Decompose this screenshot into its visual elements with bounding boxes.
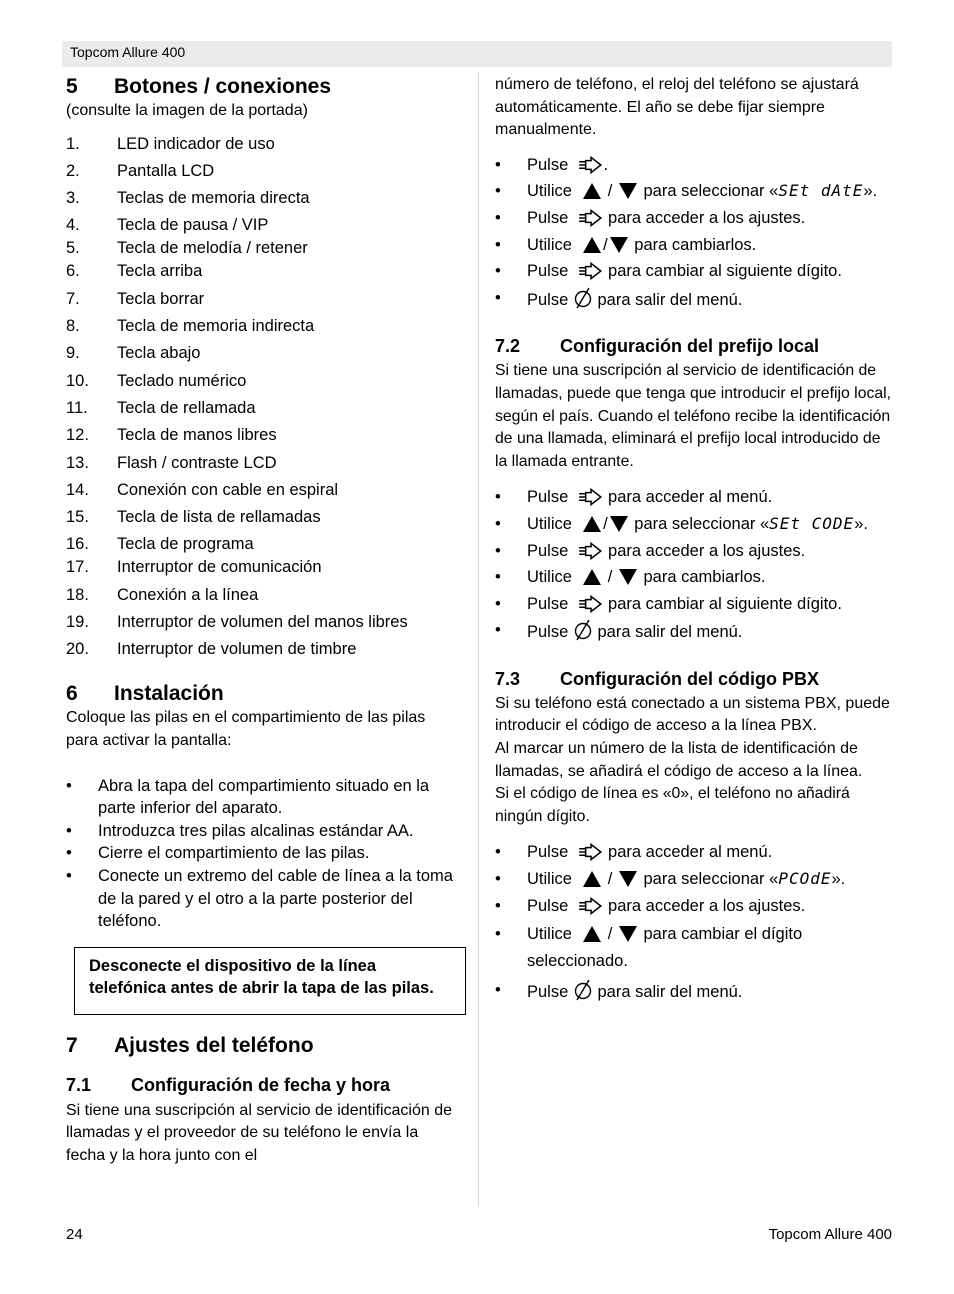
list-item: • Abra la tapa del compartimiento situado en la parte inferior del aparato. [66, 776, 430, 818]
section-7-2-text: Si tiene una suscripción al servicio de identificación de llamadas, puede que tenga que introducir el prefijo local, según el país. Cuando el teléfono recibe la identificación de una llamada, eliminará el prefijo local introducido de la llamada entrante. [495, 362, 892, 470]
list-item: • Utilice / para cambiar el dígito seleccionado. [495, 925, 803, 971]
list-item: 4. Tecla de pausa / VIP [66, 216, 269, 235]
section-6-intro: Coloque las pilas en el compartimiento de las pilas para activar la pantalla: [66, 709, 426, 749]
section-6-heading: 6 Instalación [66, 682, 224, 706]
enter-key-icon [577, 262, 603, 280]
off-key-icon [573, 619, 593, 641]
section-5-heading [66, 74, 461, 100]
enter-key-icon [577, 542, 603, 560]
list-item: 10. Teclado numérico [66, 371, 247, 390]
prefix-steps [495, 486, 895, 644]
down-arrow-icon [617, 870, 639, 888]
list-item: 17. Interruptor de comunicación [66, 558, 322, 577]
down-arrow-icon [608, 515, 630, 533]
pbx-steps [495, 841, 895, 1003]
list-item: 12. Tecla de manos libres [66, 426, 277, 445]
list-item: • Pulse para cambiar al siguiente dígito. [495, 594, 842, 613]
date-steps [495, 154, 895, 312]
column-divider [478, 72, 479, 1207]
button-list [66, 133, 461, 661]
down-arrow-icon [617, 182, 639, 200]
list-item: 13. Flash / contraste LCD [66, 453, 277, 472]
list-item: • Pulse para cambiar al siguiente dígito. [495, 262, 842, 281]
enter-key-icon [577, 488, 603, 506]
enter-key-icon [577, 595, 603, 613]
page-number: 24 [66, 1226, 83, 1243]
list-item: 9. Tecla abajo [66, 344, 201, 363]
down-arrow-icon [608, 236, 630, 254]
section-title: Botones / conexiones [114, 75, 332, 98]
list-item: • Conecte un extremo del cable de línea a la toma de la pared y el otro a la parte posterior del teléfono. [66, 866, 453, 931]
left-column [66, 74, 461, 1168]
list-item: • Pulse para acceder al menú. [495, 843, 773, 862]
section-7-2-heading: 7.2 Configuración del prefijo local [495, 336, 820, 357]
section-7-3-text-3: Si el código de línea es «0», el teléfono no añadirá ningún dígito. [495, 785, 850, 825]
list-item: • Pulse para acceder a los ajustes. [495, 896, 806, 915]
warning-note: Desconecte el dispositivo de la línea telefónica antes de abrir la tapa de las pilas. [74, 947, 466, 1015]
list-item: 2. Pantalla LCD [66, 161, 215, 180]
up-arrow-icon [581, 568, 603, 586]
list-item: • Introduzca tres pilas alcalinas estándar AA. [66, 821, 414, 840]
list-item: • Cierre el compartimiento de las pilas. [66, 844, 370, 863]
list-item: 7. Tecla borrar [66, 289, 205, 308]
list-item: • Pulse para acceder al menú. [495, 488, 773, 507]
off-key-icon [573, 287, 593, 309]
list-item: 20. Interruptor de volumen de timbre [66, 640, 357, 659]
enter-key-icon [577, 843, 603, 861]
header-title: Topcom Allure 400 [70, 44, 186, 60]
section-5-subtitle: (consulte la imagen de la portada) [66, 102, 308, 119]
enter-key-icon [577, 209, 603, 227]
up-arrow-icon [581, 515, 603, 533]
footer-product: Topcom Allure 400 [768, 1226, 892, 1243]
section-7-1-continued: número de teléfono, el reloj del teléfono se ajustará automáticamente. El año se debe fijar siempre manualmente. [495, 76, 859, 139]
list-item: • Utilice / para seleccionar «PCOdE». [495, 869, 846, 889]
enter-key-icon [577, 156, 603, 174]
up-arrow-icon [581, 925, 603, 943]
down-arrow-icon [617, 925, 639, 943]
list-item: 8. Tecla de memoria indirecta [66, 317, 315, 336]
list-item: • Utilice / para seleccionar «SEt CODE». [495, 513, 868, 533]
list-item: 15. Tecla de lista de rellamadas [66, 508, 321, 527]
list-item: • Utilice / para seleccionar «SEt dAtE». [495, 181, 878, 201]
section-7-3-text: Si su teléfono está conectado a un sistema PBX, puede introducir el código de acceso a la línea PBX. [495, 694, 890, 735]
list-item: • Pulse para salir del menú. [495, 981, 743, 1002]
list-item: • Utilice / para cambiarlos. [495, 568, 766, 587]
section-7-heading: 7 Ajustes del teléfono [66, 1033, 314, 1057]
up-arrow-icon [581, 182, 603, 200]
off-key-icon [573, 979, 593, 1001]
section-7-1-text: Si tiene una suscripción al servicio de identificación de llamadas y el proveedor de su teléfono le envía la fecha y la hora junto con el [66, 1101, 452, 1165]
list-item: 16. Tecla de programa [66, 535, 254, 554]
list-item: 11. Tecla de rellamada [66, 398, 256, 417]
list-item: 19. Interruptor de volumen del manos libres [66, 613, 408, 632]
list-item: 5. Tecla de melodía / retener [66, 239, 308, 258]
list-item: • Pulse para acceder a los ajustes. [495, 208, 806, 227]
list-item: • Pulse para salir del menú. [495, 621, 743, 642]
list-item: • Utilice / para cambiarlos. [495, 235, 757, 254]
list-item: • Pulse . [495, 155, 609, 174]
section-7-3-heading: 7.3 Configuración del código PBX [495, 668, 820, 689]
list-item: 14. Conexión con cable en espiral [66, 480, 339, 499]
installation-steps [66, 775, 461, 933]
header-bar [62, 41, 892, 67]
up-arrow-icon [581, 236, 603, 254]
section-7-3-text-2: Al marcar un número de la lista de identificación de llamadas, se añadirá el código de acceso a la línea. [495, 740, 863, 780]
list-item: 18. Conexión a la línea [66, 585, 259, 604]
list-item: 6. Tecla arriba [66, 262, 203, 281]
list-item: 1. LED indicador de uso [66, 134, 275, 153]
right-column [495, 74, 895, 1004]
section-number: 5 [66, 75, 78, 98]
section-7-1-heading: 7.1 Configuración de fecha y hora [66, 1074, 391, 1095]
list-item: • Pulse para acceder a los ajustes. [495, 541, 806, 560]
up-arrow-icon [581, 870, 603, 888]
enter-key-icon [577, 897, 603, 915]
list-item: • Pulse para salir del menú. [495, 288, 743, 309]
list-item: 3. Teclas de memoria directa [66, 189, 310, 208]
down-arrow-icon [617, 568, 639, 586]
